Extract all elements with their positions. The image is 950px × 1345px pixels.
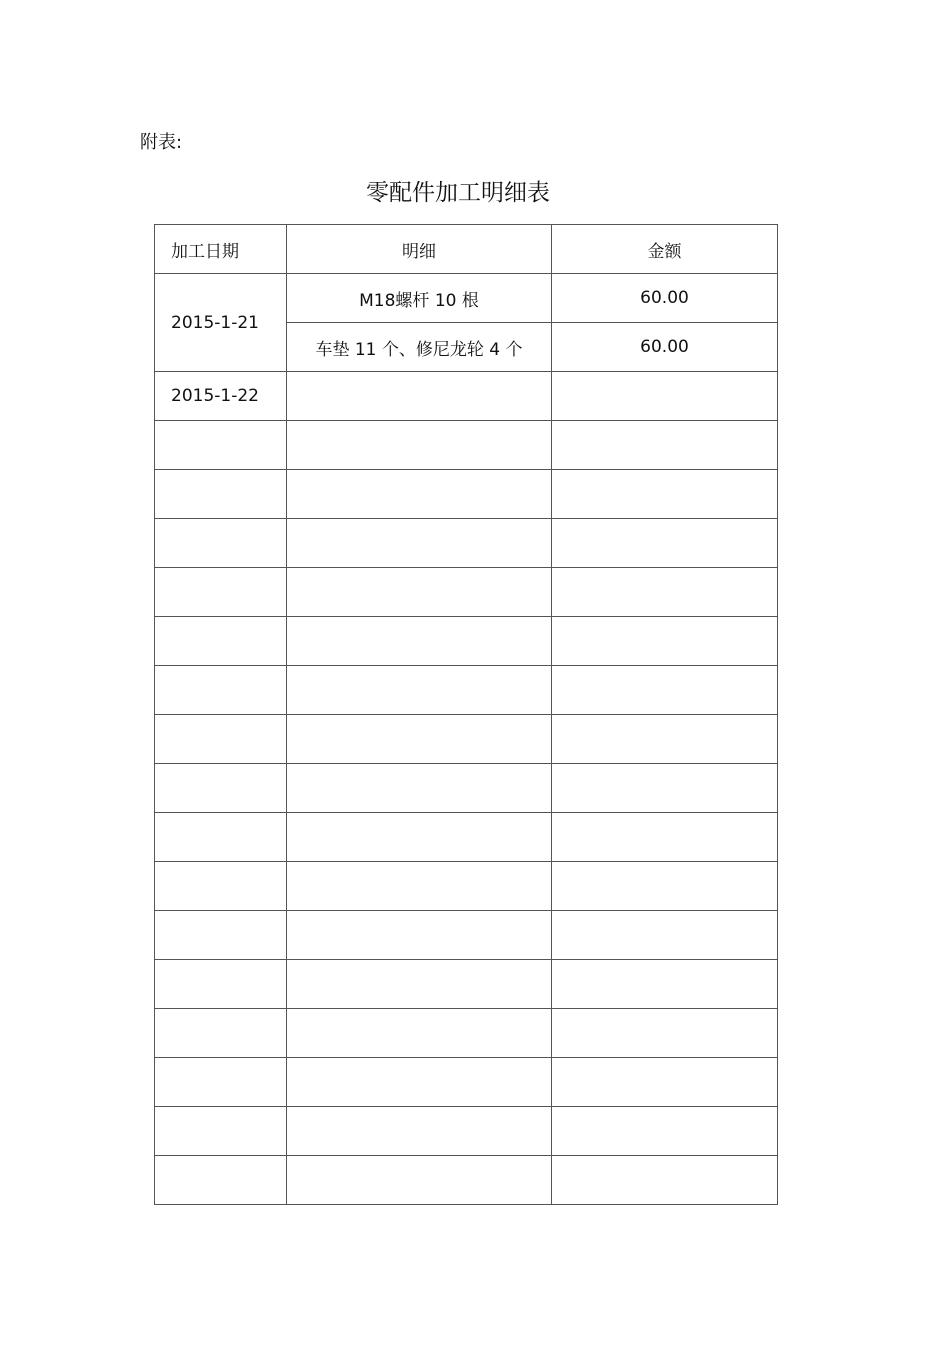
date-cell	[155, 1058, 287, 1107]
amount-cell	[552, 470, 778, 519]
date-cell	[155, 666, 287, 715]
date-cell	[155, 813, 287, 862]
amount-cell	[552, 911, 778, 960]
detail-cell	[287, 862, 552, 911]
amount-cell	[552, 568, 778, 617]
empty-row	[155, 764, 778, 813]
detail-cell	[287, 1156, 552, 1205]
date-cell	[155, 862, 287, 911]
empty-row	[155, 715, 778, 764]
detail-cell: 车垫 11 个、修尼龙轮 4 个	[287, 323, 552, 372]
date-cell: 2015-1-22	[155, 372, 287, 421]
table-body	[155, 225, 778, 1205]
amount-cell	[552, 617, 778, 666]
empty-row	[155, 960, 778, 1009]
header-amount: 金额	[552, 225, 778, 274]
amount-cell	[552, 372, 778, 421]
date-cell: 2015-1-21	[155, 274, 287, 372]
amount-cell: 60.00	[552, 323, 778, 372]
detail-cell	[287, 421, 552, 470]
date-cell	[155, 960, 287, 1009]
date-cell	[155, 617, 287, 666]
detail-cell	[287, 1107, 552, 1156]
table-row	[155, 372, 778, 421]
table-header-row	[155, 225, 778, 274]
detail-cell	[287, 1058, 552, 1107]
detail-cell	[287, 715, 552, 764]
empty-row	[155, 666, 778, 715]
date-cell	[155, 470, 287, 519]
empty-row	[155, 1107, 778, 1156]
amount-cell	[552, 1156, 778, 1205]
amount-cell	[552, 1107, 778, 1156]
processing-detail-table	[154, 224, 778, 1205]
detail-cell	[287, 617, 552, 666]
amount-cell: 60.00	[552, 274, 778, 323]
empty-row	[155, 519, 778, 568]
table-row	[155, 274, 778, 323]
amount-cell	[552, 519, 778, 568]
date-cell	[155, 911, 287, 960]
amount-cell	[552, 862, 778, 911]
amount-cell	[552, 1058, 778, 1107]
empty-row	[155, 1156, 778, 1205]
empty-row	[155, 1058, 778, 1107]
amount-cell	[552, 813, 778, 862]
date-cell	[155, 1156, 287, 1205]
amount-cell	[552, 960, 778, 1009]
amount-cell	[552, 715, 778, 764]
detail-cell	[287, 911, 552, 960]
empty-row	[155, 421, 778, 470]
empty-row	[155, 470, 778, 519]
detail-cell	[287, 960, 552, 1009]
detail-cell	[287, 813, 552, 862]
date-cell	[155, 1107, 287, 1156]
header-date: 加工日期	[155, 225, 287, 274]
empty-row	[155, 1009, 778, 1058]
detail-cell	[287, 764, 552, 813]
empty-row	[155, 568, 778, 617]
amount-cell	[552, 421, 778, 470]
date-cell	[155, 715, 287, 764]
detail-cell	[287, 470, 552, 519]
date-cell	[155, 764, 287, 813]
amount-cell	[552, 1009, 778, 1058]
amount-cell	[552, 764, 778, 813]
amount-cell	[552, 666, 778, 715]
detail-cell	[287, 666, 552, 715]
date-cell	[155, 519, 287, 568]
detail-cell	[287, 568, 552, 617]
appendix-label: 附表:	[140, 132, 183, 153]
document-title: 零配件加工明细表	[366, 180, 550, 206]
date-cell	[155, 421, 287, 470]
header-detail: 明细	[287, 225, 552, 274]
empty-row	[155, 911, 778, 960]
detail-cell	[287, 1009, 552, 1058]
empty-row	[155, 617, 778, 666]
detail-cell	[287, 519, 552, 568]
date-cell	[155, 1009, 287, 1058]
empty-row	[155, 813, 778, 862]
date-cell	[155, 568, 287, 617]
detail-cell: M18螺杆 10 根	[287, 274, 552, 323]
detail-cell	[287, 372, 552, 421]
empty-row	[155, 862, 778, 911]
